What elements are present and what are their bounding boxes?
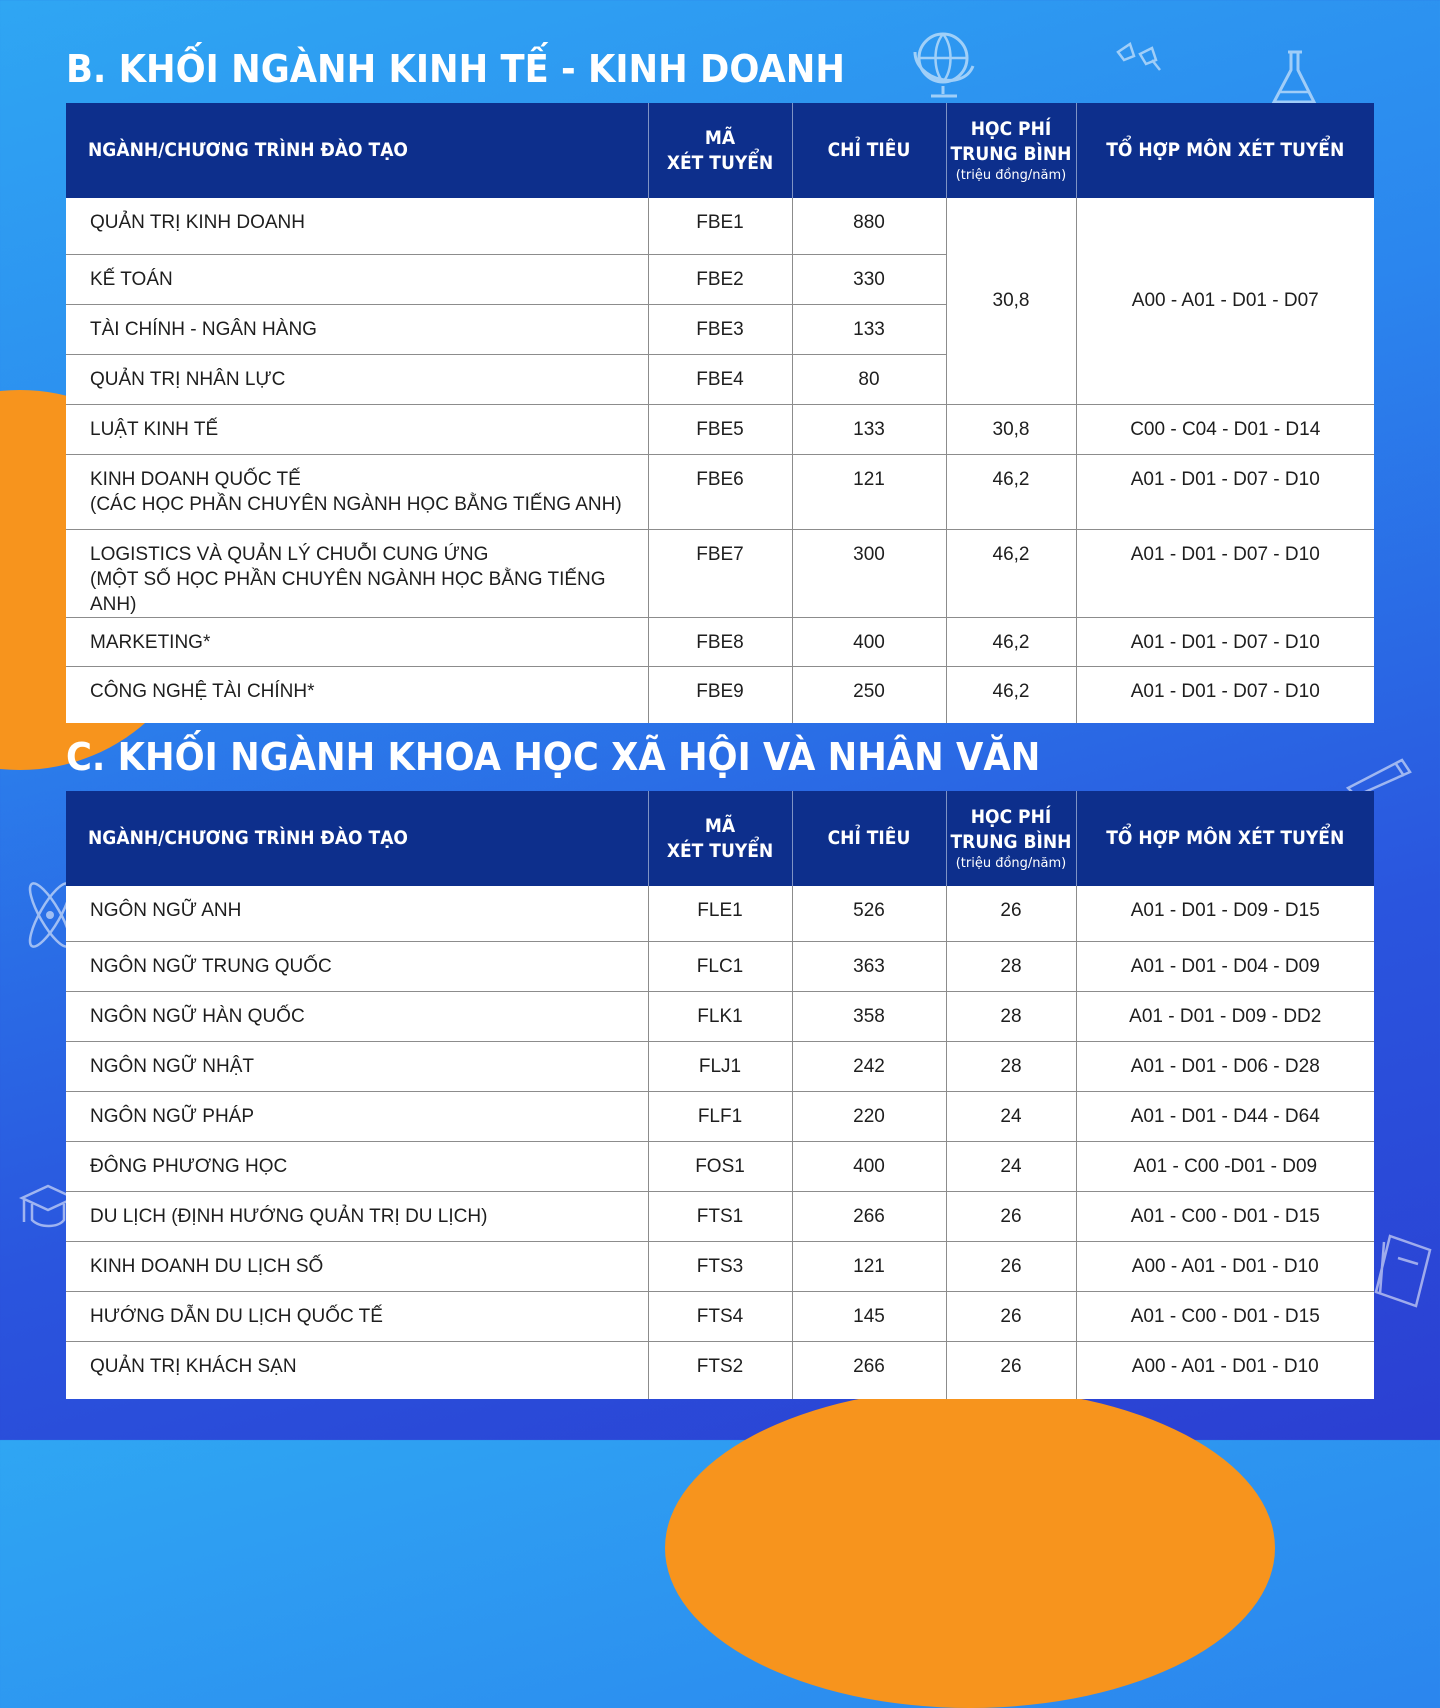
program-name: NGÔN NGỮ TRUNG QUỐC [66, 941, 648, 991]
table-header-row [66, 103, 1374, 198]
admission-code: FBE6 [648, 454, 792, 529]
program-name: NGÔN NGỮ PHÁP [66, 1091, 648, 1141]
table-row [66, 1241, 1374, 1291]
table-row [66, 991, 1374, 1041]
tuition: 46,2 [946, 529, 1076, 617]
program-name: HƯỚNG DẪN DU LỊCH QUỐC TẾ [66, 1291, 648, 1341]
program-name [66, 454, 648, 529]
subject-combination: A01 - C00 - D01 - D15 [1076, 1191, 1374, 1241]
tuition: 24 [946, 1141, 1076, 1191]
table-row [66, 454, 1374, 529]
table-row [66, 941, 1374, 991]
subject-combination: A01 - D01 - D07 - D10 [1076, 666, 1374, 723]
quota: 133 [792, 304, 946, 354]
admission-code: FBE7 [648, 529, 792, 617]
header-quota: CHỈ TIÊU [792, 103, 946, 198]
tuition: 28 [946, 941, 1076, 991]
program-name: QUẢN TRỊ NHÂN LỰC [66, 354, 648, 404]
table-row [66, 1141, 1374, 1191]
admission-code: FBE4 [648, 354, 792, 404]
subject-combination: A01 - D01 - D06 - D28 [1076, 1041, 1374, 1091]
program-name: KINH DOANH DU LỊCH SỐ [66, 1241, 648, 1291]
header-code-line1: MÃ [704, 126, 736, 149]
group-subject-combination: A00 - A01 - D01 - D07 [1076, 198, 1374, 404]
pushpin-icon [1112, 40, 1166, 74]
admission-code: FTS1 [648, 1191, 792, 1241]
header-tuition [946, 791, 1076, 886]
tuition: 24 [946, 1091, 1076, 1141]
program-name: CÔNG NGHỆ TÀI CHÍNH* [66, 666, 648, 723]
quota: 300 [792, 529, 946, 617]
header-code-line1: MÃ [704, 814, 736, 837]
quota: 363 [792, 941, 946, 991]
quota: 133 [792, 404, 946, 454]
admission-code: FBE1 [648, 198, 792, 254]
tuition: 26 [946, 1341, 1076, 1399]
table-row [66, 666, 1374, 723]
program-name: TÀI CHÍNH - NGÂN HÀNG [66, 304, 648, 354]
program-name: LUẬT KINH TẾ [66, 404, 648, 454]
header-admission-code [648, 791, 792, 886]
program-name: QUẢN TRỊ KINH DOANH [90, 212, 306, 233]
group-tuition: 30,8 [946, 198, 1076, 404]
header-admission-code [648, 103, 792, 198]
program-name-line1: LOGISTICS VÀ QUẢN LÝ CHUỖI CUNG ỨNG [90, 543, 489, 565]
table-row [66, 1091, 1374, 1141]
header-fee-line2: TRUNG BÌNH [950, 143, 1072, 165]
admission-code: FBE9 [648, 666, 792, 723]
book-icon [1372, 1228, 1436, 1312]
tuition: 46,2 [946, 617, 1076, 666]
table-row [66, 404, 1374, 454]
subject-combination: A01 - D01 - D44 - D64 [1076, 1091, 1374, 1141]
orange-circle-bottom [665, 1388, 1275, 1708]
quota: 266 [792, 1341, 946, 1399]
subject-combination: A01 - D01 - D09 - DD2 [1076, 991, 1374, 1041]
pencil-icon [1342, 752, 1416, 796]
subject-combination: A01 - C00 - D01 - D15 [1076, 1291, 1374, 1341]
tuition: 28 [946, 1041, 1076, 1091]
table-row [66, 1041, 1374, 1091]
quota: 880 [792, 198, 946, 254]
quota: 266 [792, 1191, 946, 1241]
quota: 358 [792, 991, 946, 1041]
quota: 400 [792, 1141, 946, 1191]
admission-code: FLJ1 [648, 1041, 792, 1091]
admission-code: FTS3 [648, 1241, 792, 1291]
subject-combination: C00 - C04 - D01 - D14 [1076, 404, 1374, 454]
header-code-line2: XÉT TUYỂN [666, 151, 774, 174]
table-row [66, 1341, 1374, 1399]
table-row [66, 529, 1374, 617]
program-name: ĐÔNG PHƯƠNG HỌC [66, 1141, 648, 1191]
program-name: KẾ TOÁN [66, 254, 648, 304]
quota: 121 [792, 1241, 946, 1291]
subject-combination: A00 - A01 - D01 - D10 [1076, 1341, 1374, 1399]
quota: 242 [792, 1041, 946, 1091]
program-name: NGÔN NGỮ ANH [90, 900, 242, 921]
table-row [66, 1291, 1374, 1341]
admission-code: FBE8 [648, 617, 792, 666]
subject-combination: A01 - D01 - D09 - D15 [1076, 886, 1374, 941]
quota: 526 [792, 886, 946, 941]
program-name-line2: (CÁC HỌC PHẦN CHUYÊN NGÀNH HỌC BẰNG TIẾNG ANH) [90, 493, 622, 515]
header-fee-unit: (triệu đồng/năm) [955, 168, 1067, 183]
program-name-line2: (MỘT SỐ HỌC PHẦN CHUYÊN NGÀNH HỌC BẰNG TIẾNG ANH) [90, 568, 606, 615]
tuition: 46,2 [946, 454, 1076, 529]
tuition: 26 [946, 1191, 1076, 1241]
quota: 250 [792, 666, 946, 723]
header-fee-unit: (triệu đồng/năm) [955, 856, 1067, 871]
section-title-economics: B. KHỐI NGÀNH KINH TẾ - KINH DOANH [66, 47, 845, 91]
social-sciences-programs-table [66, 791, 1374, 1399]
subject-combination: A01 - D01 - D04 - D09 [1076, 941, 1374, 991]
globe-icon [905, 22, 985, 102]
quota: 80 [792, 354, 946, 404]
tuition: 26 [946, 886, 1076, 941]
header-code-line2: XÉT TUYỂN [666, 839, 774, 862]
tuition: 26 [946, 1291, 1076, 1341]
admission-code: FLF1 [648, 1091, 792, 1141]
header-fee-line1: HỌC PHÍ [970, 118, 1052, 140]
quota: 330 [792, 254, 946, 304]
header-quota: CHỈ TIÊU [792, 791, 946, 886]
header-tuition [946, 103, 1076, 198]
program-name: NGÔN NGỮ HÀN QUỐC [66, 991, 648, 1041]
tuition: 30,8 [946, 404, 1076, 454]
program-name: MARKETING* [66, 617, 648, 666]
section-title-social-sciences: C. KHỐI NGÀNH KHOA HỌC XÃ HỘI VÀ NHÂN VĂN [66, 735, 1041, 779]
subject-combination: A01 - D01 - D07 - D10 [1076, 529, 1374, 617]
flask-icon [1268, 48, 1320, 106]
admission-code: FBE3 [648, 304, 792, 354]
header-fee-line2: TRUNG BÌNH [950, 831, 1072, 853]
program-name-line1: KINH DOANH QUỐC TẾ [90, 468, 301, 490]
table-row [66, 886, 1374, 941]
admission-code: FTS4 [648, 1291, 792, 1341]
tuition: 28 [946, 991, 1076, 1041]
table-row [66, 1191, 1374, 1241]
table-row [66, 617, 1374, 666]
table-header-row [66, 791, 1374, 886]
subject-combination: A01 - D01 - D07 - D10 [1076, 617, 1374, 666]
admission-code: FLE1 [648, 886, 792, 941]
header-program: NGÀNH/CHƯƠNG TRÌNH ĐÀO TẠO [66, 103, 648, 198]
program-name: QUẢN TRỊ KHÁCH SẠN [66, 1341, 648, 1399]
tuition: 46,2 [946, 666, 1076, 723]
admission-code: FBE2 [648, 254, 792, 304]
header-fee-line1: HỌC PHÍ [970, 806, 1052, 828]
admission-code: FLK1 [648, 991, 792, 1041]
admission-code: FBE5 [648, 404, 792, 454]
table-row [66, 198, 1374, 254]
header-subject-combination: TỔ HỢP MÔN XÉT TUYỂN [1076, 103, 1374, 198]
subject-combination: A00 - A01 - D01 - D10 [1076, 1241, 1374, 1291]
admission-code: FOS1 [648, 1141, 792, 1191]
program-name: DU LỊCH (ĐỊNH HƯỚNG QUẢN TRỊ DU LỊCH) [66, 1191, 648, 1241]
header-subject-combination: TỔ HỢP MÔN XÉT TUYỂN [1076, 791, 1374, 886]
quota: 121 [792, 454, 946, 529]
header-program: NGÀNH/CHƯƠNG TRÌNH ĐÀO TẠO [66, 791, 648, 886]
program-name: NGÔN NGỮ NHẬT [66, 1041, 648, 1091]
program-name [66, 529, 648, 617]
quota: 400 [792, 617, 946, 666]
subject-combination: A01 - C00 -D01 - D09 [1076, 1141, 1374, 1191]
admission-code: FLC1 [648, 941, 792, 991]
economics-programs-table [66, 103, 1374, 723]
quota: 220 [792, 1091, 946, 1141]
subject-combination: A01 - D01 - D07 - D10 [1076, 454, 1374, 529]
admission-code: FTS2 [648, 1341, 792, 1399]
tuition: 26 [946, 1241, 1076, 1291]
quota: 145 [792, 1291, 946, 1341]
